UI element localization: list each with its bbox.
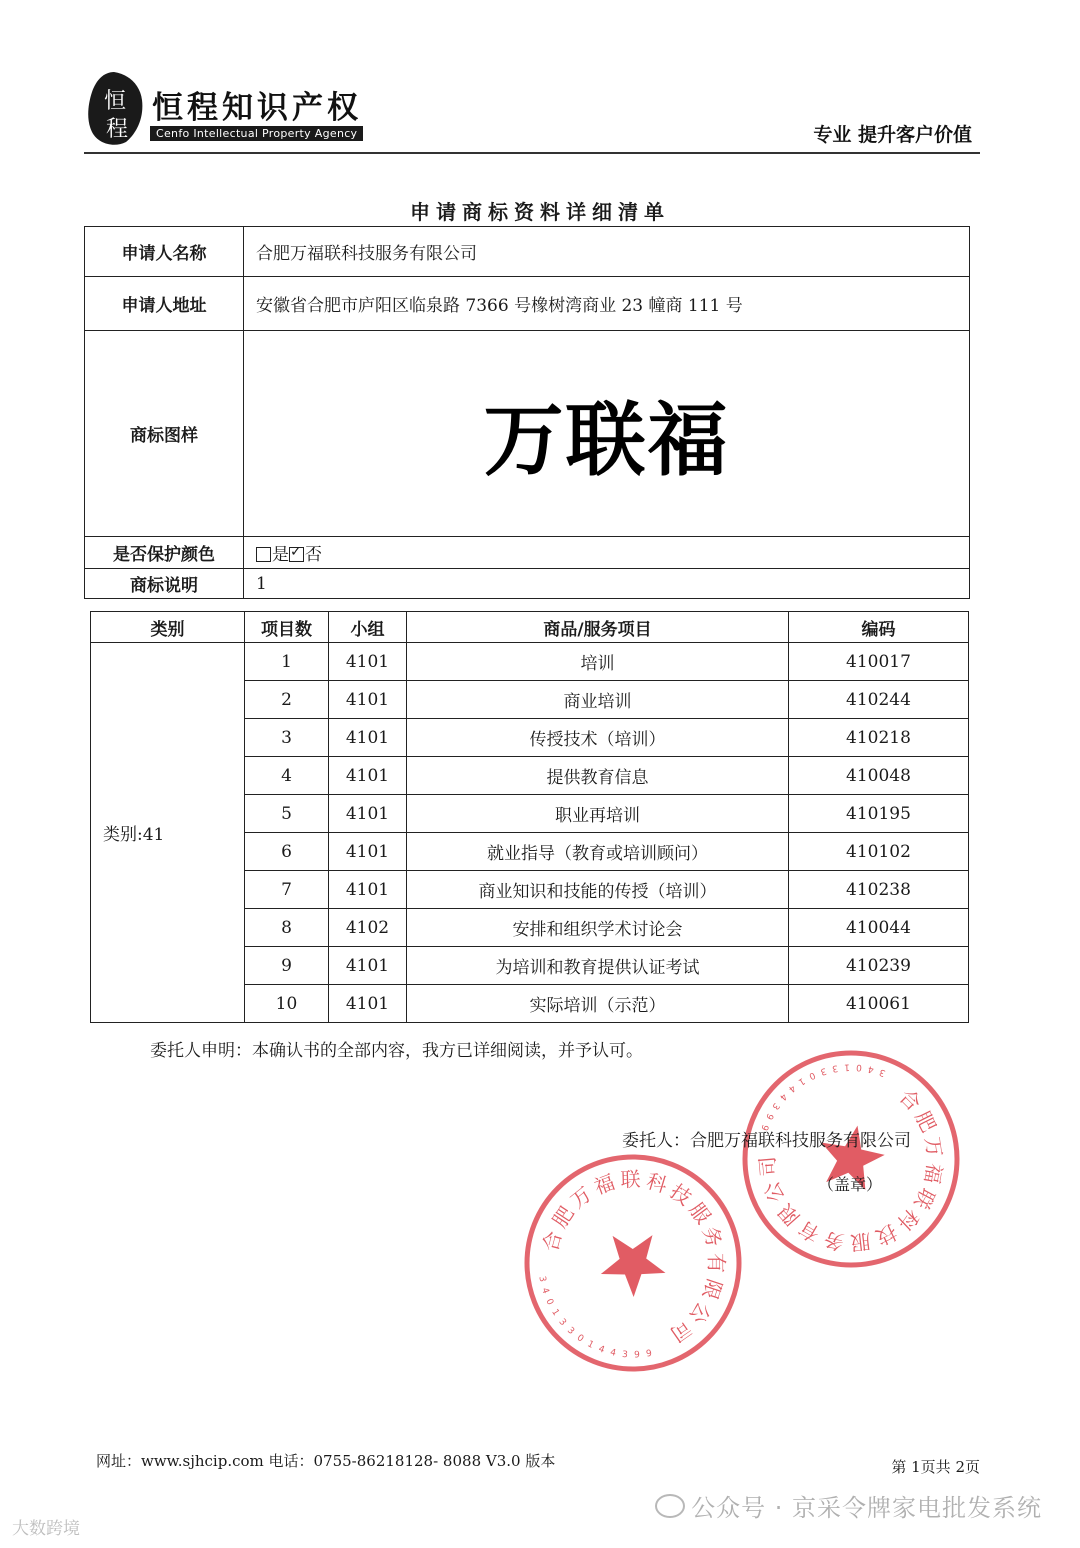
goods-name-cell: 提供教育信息 bbox=[407, 757, 789, 795]
document-title: 申请商标资料详细清单 bbox=[410, 200, 670, 224]
applicant-address-row bbox=[85, 277, 970, 331]
item-no-cell: 3 bbox=[245, 719, 329, 757]
code-cell: 410017 bbox=[789, 643, 969, 681]
svg-text:4: 4 bbox=[596, 1344, 606, 1356]
goods-header-row bbox=[91, 612, 969, 643]
svg-text:4: 4 bbox=[609, 1347, 617, 1359]
svg-text:司: 司 bbox=[754, 1155, 781, 1178]
color-no-checkbox bbox=[289, 547, 304, 562]
item-no-cell: 10 bbox=[245, 985, 329, 1023]
principal-signature-line: 委托人：合肥万福联科技服务有限公司 bbox=[622, 1131, 911, 1151]
item-no-cell: 1 bbox=[245, 643, 329, 681]
svg-text:有: 有 bbox=[794, 1215, 824, 1247]
svg-text:合: 合 bbox=[894, 1084, 926, 1116]
seal-note: （盖章） bbox=[818, 1175, 883, 1194]
table-row bbox=[91, 643, 969, 681]
svg-text:万: 万 bbox=[565, 1181, 597, 1214]
code-header: 编码 bbox=[789, 612, 969, 643]
watermark-left bbox=[12, 1514, 80, 1539]
svg-text:联: 联 bbox=[909, 1184, 940, 1214]
svg-text:服: 服 bbox=[849, 1228, 873, 1255]
svg-text:9: 9 bbox=[645, 1348, 653, 1360]
color-no-label: 否 bbox=[305, 545, 322, 565]
item-no-header: 项目数 bbox=[245, 612, 329, 643]
category-header: 类别 bbox=[91, 612, 245, 643]
item-no-cell: 5 bbox=[245, 795, 329, 833]
svg-text:福: 福 bbox=[919, 1161, 947, 1186]
color-protection-options bbox=[244, 537, 970, 569]
svg-text:技: 技 bbox=[665, 1179, 696, 1211]
item-no-cell: 7 bbox=[245, 871, 329, 909]
category-value: 类别:41 bbox=[91, 643, 245, 1023]
trademark-desc-label: 商标说明 bbox=[85, 569, 244, 599]
header-divider bbox=[84, 152, 980, 154]
svg-text:3: 3 bbox=[878, 1066, 888, 1078]
brand-name: 恒程知识产权 bbox=[152, 90, 362, 126]
goods-name-header: 商品/服务项目 bbox=[407, 612, 789, 643]
applicant-name-row bbox=[85, 227, 970, 277]
item-no-cell: 2 bbox=[245, 681, 329, 719]
goods-name-cell: 为培训和教育提供认证考试 bbox=[407, 947, 789, 985]
color-protection-label: 是否保护颜色 bbox=[85, 537, 244, 569]
group-cell: 4102 bbox=[329, 909, 407, 947]
brand-english-name: Cenfo Intellectual Property Agency bbox=[150, 126, 363, 141]
goods-name-cell: 职业再培训 bbox=[407, 795, 789, 833]
svg-text:务: 务 bbox=[697, 1223, 727, 1250]
footer-contact: 网址：www.sjhcip.com 电话：0755-86218128- 8088 V3.0 版本 bbox=[96, 1452, 556, 1470]
goods-name-cell: 安排和组织学术讨论会 bbox=[407, 909, 789, 947]
company-seal-stamp bbox=[738, 1046, 964, 1272]
svg-text:0: 0 bbox=[855, 1061, 863, 1073]
goods-name-cell: 商业培训 bbox=[407, 681, 789, 719]
logo-icon bbox=[84, 70, 146, 148]
watermark-right-text: 公众号 · 京采令牌家电批发系统 bbox=[691, 1494, 1042, 1522]
code-cell: 410195 bbox=[789, 795, 969, 833]
item-no-cell: 4 bbox=[245, 757, 329, 795]
declaration: 委托人申明：本确认书的全部内容，我方已详细阅读，并予认可。 bbox=[150, 1041, 643, 1061]
svg-text:3: 3 bbox=[536, 1275, 548, 1283]
code-cell: 410244 bbox=[789, 681, 969, 719]
applicant-address-label: 申请人地址 bbox=[85, 277, 244, 331]
color-protection-row bbox=[85, 537, 970, 569]
watermark-right bbox=[655, 1488, 1042, 1523]
svg-text:限: 限 bbox=[697, 1276, 727, 1303]
code-cell: 410044 bbox=[789, 909, 969, 947]
svg-text:公: 公 bbox=[684, 1297, 716, 1329]
svg-text:限: 限 bbox=[772, 1199, 805, 1230]
svg-text:司: 司 bbox=[665, 1315, 697, 1347]
svg-text:4: 4 bbox=[786, 1082, 797, 1094]
svg-text:有: 有 bbox=[704, 1253, 729, 1274]
trademark-image-label: 商标图样 bbox=[85, 331, 244, 537]
applicant-name: 合肥万福联科技服务有限公司 bbox=[244, 227, 970, 277]
svg-text:科: 科 bbox=[643, 1168, 670, 1198]
group-cell: 4101 bbox=[329, 871, 407, 909]
code-cell: 410238 bbox=[789, 871, 969, 909]
svg-text:9: 9 bbox=[758, 1122, 770, 1132]
svg-text:程: 程 bbox=[105, 117, 129, 142]
svg-text:0: 0 bbox=[574, 1333, 586, 1345]
svg-text:3: 3 bbox=[818, 1065, 828, 1077]
group-cell: 4101 bbox=[329, 757, 407, 795]
svg-text:技: 技 bbox=[872, 1219, 901, 1250]
group-cell: 4101 bbox=[329, 833, 407, 871]
svg-text:1: 1 bbox=[796, 1075, 807, 1087]
color-yes-checkbox bbox=[256, 547, 271, 562]
group-cell: 4101 bbox=[329, 643, 407, 681]
code-cell: 410218 bbox=[789, 719, 969, 757]
group-cell: 4101 bbox=[329, 985, 407, 1023]
trademark-image-cell bbox=[244, 331, 970, 537]
code-cell: 410239 bbox=[789, 947, 969, 985]
goods-name-cell: 传授技术（培训） bbox=[407, 719, 789, 757]
slogan: 专业 提升客户价值 bbox=[813, 124, 972, 146]
group-cell: 4101 bbox=[329, 681, 407, 719]
trademark-image-row bbox=[85, 331, 970, 537]
svg-text:4: 4 bbox=[867, 1063, 875, 1075]
trademark-desc: 1 bbox=[244, 569, 970, 599]
group-header: 小组 bbox=[329, 612, 407, 643]
svg-text:3: 3 bbox=[769, 1100, 781, 1112]
svg-text:1: 1 bbox=[585, 1339, 596, 1351]
group-cell: 4101 bbox=[329, 719, 407, 757]
goods-services-table bbox=[90, 611, 969, 1023]
svg-text:1: 1 bbox=[549, 1307, 561, 1318]
svg-text:务: 务 bbox=[821, 1227, 847, 1255]
watermark-left-text: 大数跨境 bbox=[12, 1519, 80, 1539]
applicant-address: 安徽省合肥市庐阳区临泉路 7366 号橡树湾商业 23 幢商 111 号 bbox=[244, 277, 970, 331]
code-cell: 410061 bbox=[789, 985, 969, 1023]
code-cell: 410102 bbox=[789, 833, 969, 871]
svg-text:0: 0 bbox=[543, 1297, 555, 1307]
svg-text:9: 9 bbox=[763, 1111, 775, 1122]
svg-text:3: 3 bbox=[565, 1325, 577, 1337]
goods-name-cell: 培训 bbox=[407, 643, 789, 681]
goods-name-cell: 就业指导（教育或培训顾问） bbox=[407, 833, 789, 871]
goods-name-cell: 商业知识和技能的传授（培训） bbox=[407, 871, 789, 909]
group-cell: 4101 bbox=[329, 947, 407, 985]
group-cell: 4101 bbox=[329, 795, 407, 833]
svg-text:4: 4 bbox=[539, 1286, 551, 1296]
svg-text:肥: 肥 bbox=[910, 1107, 941, 1136]
svg-text:3: 3 bbox=[621, 1349, 629, 1361]
svg-text:福: 福 bbox=[590, 1169, 618, 1200]
svg-text:9: 9 bbox=[633, 1350, 641, 1361]
trademark-desc-row bbox=[85, 569, 970, 599]
svg-text:万: 万 bbox=[920, 1135, 947, 1159]
svg-text:3: 3 bbox=[556, 1317, 568, 1328]
svg-text:恒: 恒 bbox=[103, 89, 127, 114]
applicant-table bbox=[84, 226, 970, 599]
wechat-icon bbox=[655, 1494, 685, 1518]
trademark-image: 万联福 bbox=[483, 393, 730, 487]
svg-text:肥: 肥 bbox=[547, 1202, 579, 1233]
color-yes-label: 是 bbox=[272, 545, 289, 565]
svg-text:联: 联 bbox=[620, 1167, 641, 1192]
item-no-cell: 8 bbox=[245, 909, 329, 947]
page-number: 第 1页共 2页 bbox=[891, 1458, 980, 1476]
item-no-cell: 9 bbox=[245, 947, 329, 985]
svg-text:公: 公 bbox=[759, 1178, 790, 1207]
svg-text:4: 4 bbox=[777, 1091, 789, 1102]
svg-text:1: 1 bbox=[843, 1061, 851, 1072]
applicant-name-label: 申请人名称 bbox=[85, 227, 244, 277]
company-seal-stamp bbox=[520, 1150, 746, 1376]
svg-text:科: 科 bbox=[892, 1204, 924, 1236]
svg-text:3: 3 bbox=[831, 1062, 839, 1074]
svg-text:服: 服 bbox=[684, 1197, 716, 1229]
goods-name-cell: 实际培训（示范） bbox=[407, 985, 789, 1023]
code-cell: 410048 bbox=[789, 757, 969, 795]
svg-text:合: 合 bbox=[538, 1228, 567, 1255]
svg-text:0: 0 bbox=[807, 1069, 817, 1081]
item-no-cell: 6 bbox=[245, 833, 329, 871]
